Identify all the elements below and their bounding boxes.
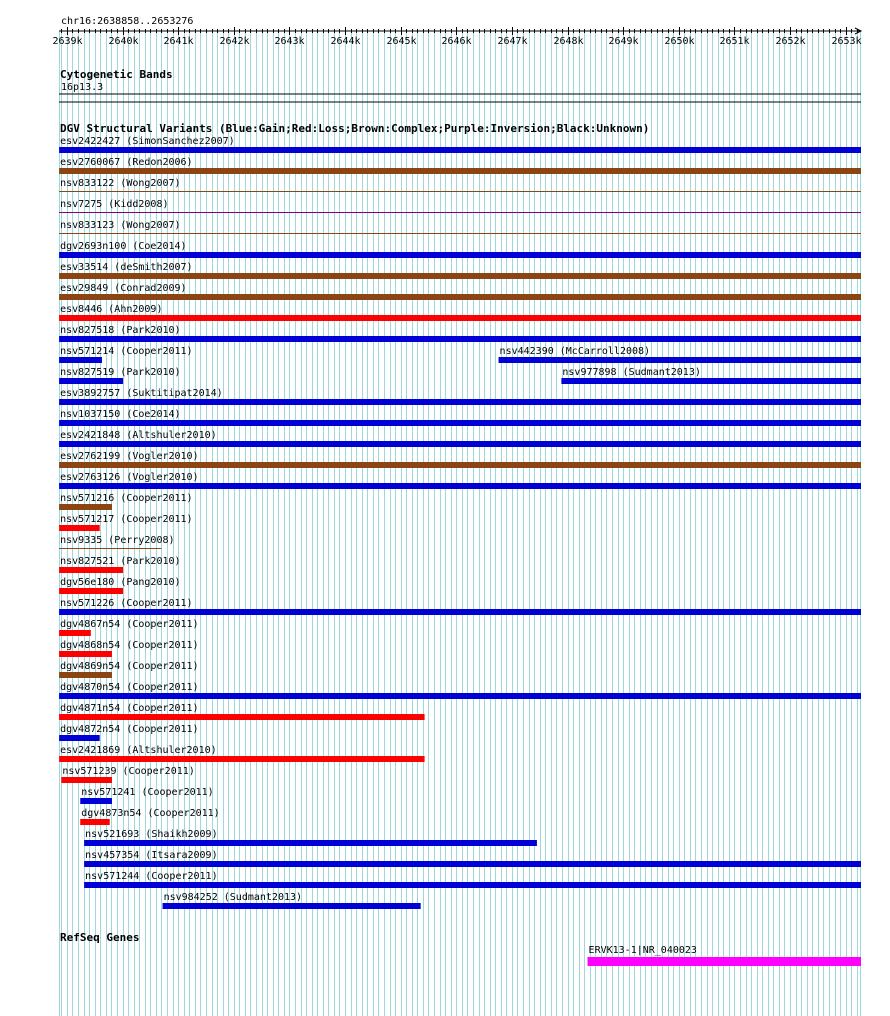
variant-label: dgv4868n54 (Cooper2011): [60, 640, 199, 651]
variant-bar: [59, 672, 112, 678]
variant-bar: [59, 378, 123, 384]
ruler-tick-label: 2642k: [219, 36, 250, 47]
variant-label: esv8446 (Ahn2009): [60, 304, 163, 315]
variant-bar: [59, 609, 861, 615]
variant-bar: [84, 840, 537, 846]
structural-variant[interactable]: [59, 514, 192, 531]
ruler-tick-label: 2653k: [831, 36, 862, 47]
variant-bar: [59, 588, 123, 594]
variant-label: nsv984252 (Sudmant2013): [163, 892, 303, 903]
variant-bar: [59, 651, 112, 657]
variant-bar: [59, 420, 861, 426]
variant-label: dgv4869n54 (Cooper2011): [60, 661, 199, 672]
variant-bar: [561, 378, 861, 384]
variant-bar: [163, 903, 421, 909]
ruler-tick-label: 2640k: [108, 36, 139, 47]
variant-bar: [59, 504, 112, 510]
variant-label: esv2762199 (Vogler2010): [60, 451, 199, 462]
variant-label: nsv9335 (Perry2008): [60, 535, 175, 546]
variant-label: nsv1037150 (Coe2014): [60, 409, 181, 420]
variant-label: nsv571216 (Cooper2011): [60, 493, 193, 504]
variant-label: dgv4871n54 (Cooper2011): [60, 703, 199, 714]
ruler-tick-label: 2650k: [664, 36, 695, 47]
variant-bar: [80, 798, 112, 804]
variant-bar: [59, 273, 861, 279]
variant-label: nsv833123 (Wong2007): [60, 220, 181, 231]
variant-bar: [59, 399, 861, 405]
ruler-tick-label: 2641k: [163, 36, 194, 47]
variant-label: nsv442390 (McCarroll2008): [499, 346, 651, 357]
variant-bar: [59, 315, 861, 321]
structural-variant[interactable]: [59, 703, 424, 720]
structural-variant[interactable]: [59, 745, 424, 762]
ruler-tick-label: 2648k: [553, 36, 584, 47]
structural-variant[interactable]: [561, 367, 861, 384]
variant-label: esv2422427 (SimonSanchez2007): [60, 136, 235, 147]
ruler-tick-label: 2651k: [719, 36, 750, 47]
structural-variant[interactable]: [59, 577, 180, 594]
structural-variant[interactable]: [84, 871, 861, 888]
variant-label: esv2763126 (Vogler2010): [60, 472, 199, 483]
variant-bar: [499, 357, 861, 363]
structural-variant[interactable]: [80, 808, 219, 825]
variant-label: esv2421869 (Altshuler2010): [60, 745, 217, 756]
variant-label: dgv4872n54 (Cooper2011): [60, 724, 199, 735]
variant-label: esv2421848 (Altshuler2010): [60, 430, 217, 441]
variant-bar: [59, 714, 424, 720]
gene-label: ERVK13-1|NR_040023: [588, 945, 697, 956]
variant-bar: [59, 212, 861, 213]
variant-label: esv29849 (Conrad2009): [60, 283, 187, 294]
variant-bar: [59, 357, 102, 363]
variant-label: esv2760067 (Redon2006): [60, 157, 193, 168]
structural-variant[interactable]: [84, 829, 537, 846]
dgv-track-title: DGV Structural Variants (Blue:Gain;Red:Loss;Brown:Complex;Purple:Inversion;Black:Unknown): [60, 122, 650, 135]
variant-label: dgv2693n100 (Coe2014): [60, 241, 187, 252]
variant-bar: [59, 294, 861, 300]
variant-bar: [80, 819, 109, 825]
variant-bar: [84, 882, 861, 888]
variant-label: nsv457354 (Itsara2009): [85, 850, 218, 861]
variant-label: nsv571217 (Cooper2011): [60, 514, 193, 525]
variant-label: esv3892757 (Suktitipat2014): [60, 388, 223, 399]
structural-variant[interactable]: [59, 535, 174, 549]
variant-bar: [59, 336, 861, 342]
variant-bar: [59, 756, 424, 762]
ruler-location-label: chr16:2638858..2653276: [61, 16, 194, 27]
structural-variant[interactable]: [59, 556, 180, 573]
variant-label: dgv4867n54 (Cooper2011): [60, 619, 199, 630]
refseq-track-title: RefSeq Genes: [60, 931, 140, 944]
refseq-features: [588, 945, 861, 966]
variant-label: nsv827518 (Park2010): [60, 325, 181, 336]
ruler-tick-label: 2652k: [775, 36, 806, 47]
variant-bar: [59, 630, 91, 636]
gene-bar: [588, 957, 861, 966]
variant-label: dgv56e180 (Pang2010): [60, 577, 181, 588]
ruler-tick-label: 2649k: [608, 36, 639, 47]
structural-variant[interactable]: [84, 850, 861, 867]
variant-label: nsv977898 (Sudmant2013): [562, 367, 701, 378]
variant-label: esv33514 (deSmith2007): [60, 262, 193, 273]
structural-variant[interactable]: [59, 367, 180, 384]
variant-label: dgv4870n54 (Cooper2011): [60, 682, 199, 693]
variant-bar: [59, 693, 861, 699]
ruler-tick-label: 2645k: [386, 36, 417, 47]
variant-bar: [59, 525, 100, 531]
variant-label: nsv827521 (Park2010): [60, 556, 181, 567]
structural-variant[interactable]: [59, 493, 192, 510]
structural-variant[interactable]: [59, 346, 192, 363]
ruler-tick-label: 2643k: [274, 36, 305, 47]
variant-label: nsv571214 (Cooper2011): [60, 346, 193, 357]
variant-label: nsv833122 (Wong2007): [60, 178, 181, 189]
variant-bar: [84, 861, 861, 867]
variant-label: nsv571241 (Cooper2011): [81, 787, 214, 798]
variant-label: nsv571244 (Cooper2011): [85, 871, 218, 882]
variant-label: nsv521693 (Shaikh2009): [85, 829, 218, 840]
ruler-tick-label: 2639k: [52, 36, 83, 47]
variant-bar: [59, 191, 861, 192]
variant-bar: [59, 147, 861, 153]
ruler-tick-label: 2647k: [497, 36, 528, 47]
ruler[interactable]: [52, 16, 861, 47]
variant-label: nsv571239 (Cooper2011): [62, 766, 195, 777]
cytoband-label: 16p13.3: [61, 82, 104, 93]
structural-variant[interactable]: [163, 892, 421, 909]
variant-label: dgv4873n54 (Cooper2011): [81, 808, 220, 819]
refseq-gene[interactable]: [588, 945, 861, 966]
variant-bar: [59, 441, 861, 447]
variant-bar: [61, 777, 112, 783]
ruler-tick-label: 2646k: [441, 36, 472, 47]
variant-label: nsv571226 (Cooper2011): [60, 598, 193, 609]
variant-bar: [59, 233, 861, 234]
variant-bar: [59, 567, 123, 573]
variant-bar: [59, 252, 861, 258]
variant-bar: [59, 548, 161, 549]
variant-label: nsv7275 (Kidd2008): [60, 199, 169, 210]
structural-variant[interactable]: [80, 787, 213, 804]
cytoband-track-title: Cytogenetic Bands: [60, 68, 173, 81]
variant-bar: [59, 735, 100, 741]
ruler-tick-label: 2644k: [330, 36, 361, 47]
variant-bar: [59, 462, 861, 468]
variant-bar: [59, 168, 861, 174]
variant-bar: [59, 483, 861, 489]
ruler-ticks: [52, 27, 861, 47]
variant-label: nsv827519 (Park2010): [60, 367, 181, 378]
